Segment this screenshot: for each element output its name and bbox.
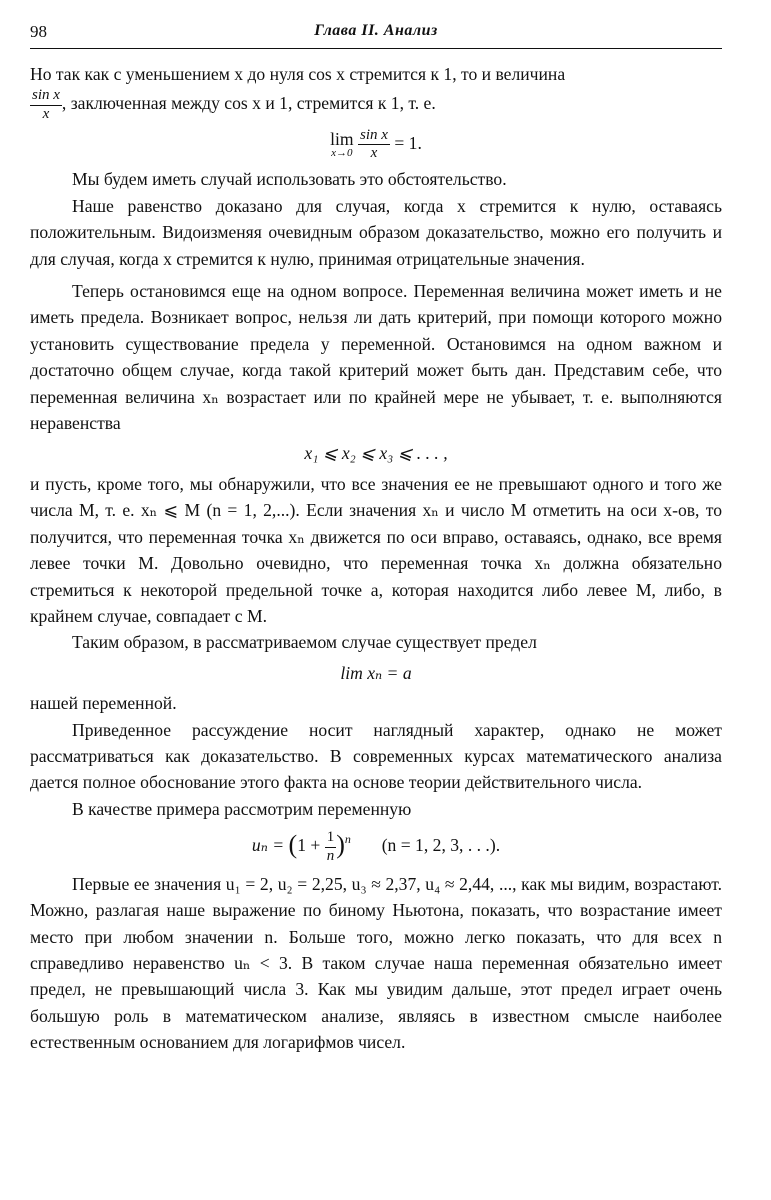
limit-operator (330, 130, 353, 160)
paragraph-5: Таким образом, в рассматриваемом случае существует предел (72, 632, 537, 653)
left-paren: ( (288, 830, 298, 860)
inequality-formula: x₁ ⩽ x₂ ⩽ x₃ ⩽ . . . , (304, 443, 448, 464)
right-paren: ) (336, 830, 345, 860)
book-page (30, 14, 722, 1056)
inline-fraction (30, 87, 62, 123)
sequence-lhs: uₙ = (251, 835, 285, 856)
paragraph-1-line1: Но так как с уменьшением x до нуля cos x стремится к 1, то и величина (30, 64, 566, 84)
paragraph-6: Приведенное рассуждение носит наглядный характер, однако не может рассматриваться как доказательство. В современных курсах математического анализа дается полное обоснование этого факта на основе теории действительного числа. (30, 719, 722, 793)
limit-rhs: = 1. (394, 132, 422, 153)
sequence-exponent: n (344, 832, 351, 847)
paragraph-8: Первые ее значения u₁ = 2, u₂ = 2,25, u₃ ≈ 2,37, u₄ ≈ 2,44, ..., как мы видим, возрастают. Можно, разлагая наше выражение по биному Ньютона, показать, что возрастание имеет место при любом значении n. Больше того, можно легко показать, что для всех n справедливо неравенство uₙ < 3. В таком случае наша переменная обязательно имеет предел, не превышающий числа 3. Как мы увидим дальше, этот предел играет очень большую роль в математическом анализе, являясь в известном смысле наиболее естественным основанием для логарифмов чисел. (30, 873, 722, 1053)
sequence-formula (30, 826, 722, 865)
fraction-denominator: x (42, 105, 50, 122)
page-body (30, 61, 722, 1056)
limit-a-formula: lim xₙ = a (340, 662, 412, 683)
page-number: 98 (30, 22, 47, 41)
paragraph-4-continued: и пусть, кроме того, мы обнаружили, что все значения ее не превышают одного и того же числа M, т. е. xₙ ⩽ M (n = 1, 2,...). Если значения xₙ и число M отметить на оси x-ов, то получится, что переменная точка xₙ движется по оси вправо, оставаясь, однако, все время левее точки M. Довольно очевидно, что переменная точка xₙ должна обязательно стремиться к некоторой предельной точке a, которая находится либо левее M, либо, в крайнем случае, совпадает с M. (30, 473, 722, 626)
limit-denominator: x (370, 145, 378, 162)
limit-formula (30, 127, 722, 163)
paragraph-1-line2-text: , заключенная между cos x и 1, стремится к 1, т. е. (61, 93, 436, 114)
lim-word: lim (330, 128, 354, 149)
sequence-denominator: n (326, 847, 335, 864)
paragraph-7: В качестве примера рассмотрим переменную (72, 798, 412, 819)
fraction-numerator: sin x (30, 87, 62, 105)
limit-fraction (358, 127, 390, 163)
sequence-base: 1 + (297, 835, 321, 856)
paragraph-4: Теперь остановимся еще на одном вопросе. Переменная величина может иметь и не иметь предела. Возникает вопрос, нельзя ли дать критерий, при помощи которого можно установить существование предела у переменной. Остановимся на одном важном и достаточно общем случае, когда такой критерий может быть дан. Представим себе, что переменная величина xₙ возрастает или по крайней мере не убывает, т. е. выполняются неравенства (30, 281, 722, 434)
paragraph-5-continued: нашей переменной. (30, 693, 177, 714)
sequence-fraction (325, 829, 337, 865)
limit-numerator: sin x (358, 127, 390, 145)
page-header (30, 14, 722, 49)
sequence-numerator: 1 (325, 829, 337, 847)
sequence-range: (n = 1, 2, 3, . . .). (381, 835, 501, 856)
paragraph-1-line2 (30, 87, 722, 123)
running-title: Глава II. Анализ (314, 22, 438, 39)
paragraph-2: Мы будем иметь случай использовать это обстоятельство. (72, 169, 507, 190)
paragraph-3: Наше равенство доказано для случая, когда x стремится к нулю, оставаясь положительным. Видоизменяя очевидным образом доказательство, можно его получить и для случая, когда x стремится к нулю, принимая отрицательные значения. (30, 195, 722, 269)
lim-subscript: x→0 (331, 147, 353, 160)
